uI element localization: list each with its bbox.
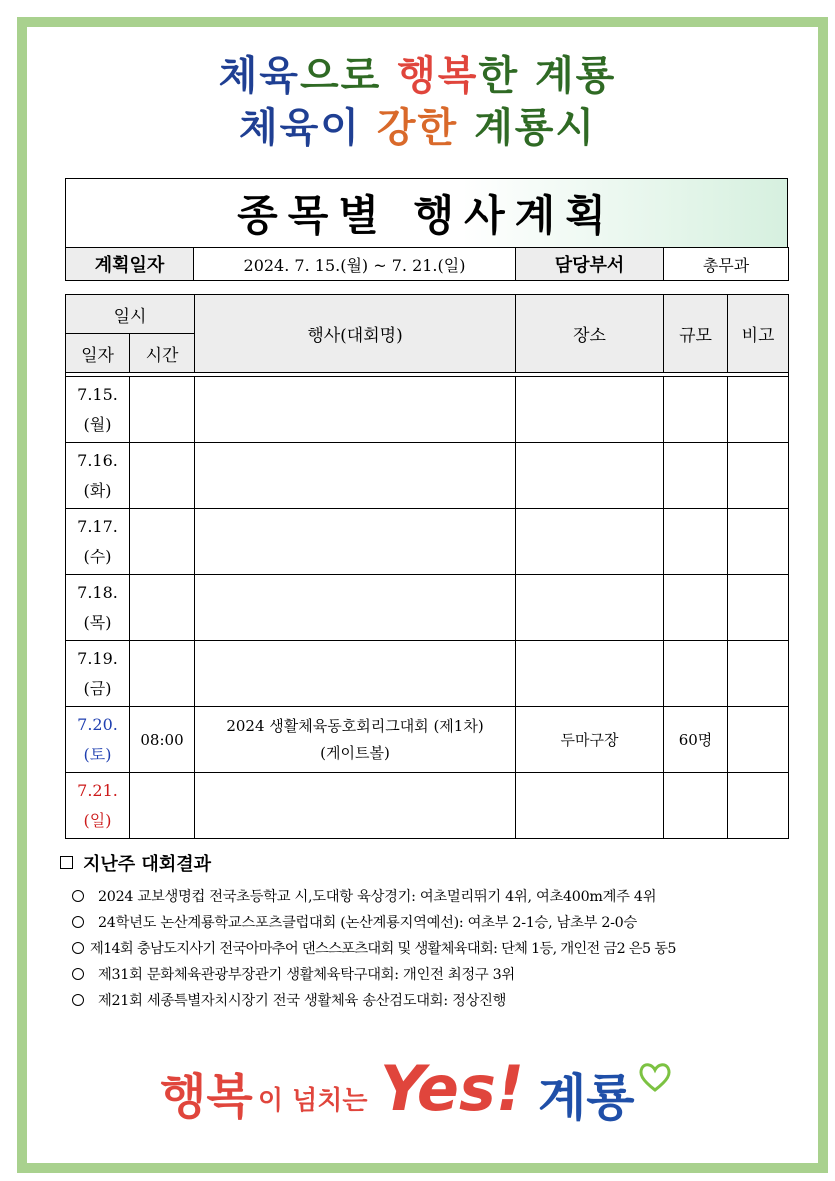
scale-cell — [664, 443, 728, 509]
header-event: 행사(대회명) — [195, 295, 516, 373]
table-row — [66, 443, 789, 509]
date-text: 7.21. — [77, 780, 118, 800]
place-cell — [516, 443, 664, 509]
last-week-results — [60, 850, 800, 1014]
event-line: (게이트볼) — [320, 743, 390, 762]
event-cell — [195, 509, 516, 575]
event-cell — [195, 641, 516, 707]
date-text: 7.19. — [77, 648, 118, 668]
event-cell — [195, 443, 516, 509]
logo-word: Yes! — [380, 1052, 525, 1125]
logo-word: 행복 — [160, 1069, 253, 1125]
dow-text: (수) — [83, 546, 112, 566]
date-cell-sunday — [66, 773, 130, 839]
circle-bullet-icon — [72, 890, 84, 902]
dept-value: 총무과 — [664, 248, 789, 281]
dow-text: (일) — [83, 810, 112, 830]
result-item — [60, 988, 800, 1014]
time-cell — [130, 773, 195, 839]
date-text: 7.20. — [77, 714, 118, 734]
page-title: 종목별 행사계획 — [237, 191, 616, 240]
slogan-word: 행복 — [397, 53, 479, 99]
header-place: 장소 — [516, 295, 664, 373]
table-row — [66, 509, 789, 575]
checkbox-square-icon — [60, 856, 73, 869]
date-cell — [66, 641, 130, 707]
scale-cell — [664, 773, 728, 839]
event-cell — [195, 377, 516, 443]
dow-text: (금) — [83, 678, 112, 698]
result-text: 제31회 문화체육관광부장관기 생활체육탁구대회: 개인전 최정구 3위 — [98, 967, 515, 983]
scale-cell — [664, 575, 728, 641]
date-text: 7.15. — [77, 384, 118, 404]
header-scale: 규모 — [664, 295, 728, 373]
results-heading — [60, 850, 800, 876]
info-table — [65, 247, 789, 281]
note-cell — [728, 443, 789, 509]
note-cell — [728, 509, 789, 575]
slogan-word: 으로 — [299, 53, 398, 99]
place-cell — [516, 575, 664, 641]
schedule-table — [65, 294, 789, 839]
slogan-word: 한 — [478, 53, 536, 99]
result-text: 2024 교보생명컵 전국초등학교 시,도대항 육상경기: 여초멀리뛰기 4위, 여초400m계주 4위 — [98, 889, 657, 905]
circle-bullet-icon — [72, 916, 84, 928]
dept-label: 담당부서 — [516, 248, 664, 281]
slogan-line-1 — [0, 44, 835, 101]
table-row — [66, 641, 789, 707]
plan-date-label: 계획일자 — [66, 248, 194, 281]
place-cell — [516, 773, 664, 839]
slogan-word: 체육 — [239, 105, 321, 151]
note-cell — [728, 773, 789, 839]
scale-cell — [664, 509, 728, 575]
circle-bullet-icon — [72, 968, 84, 980]
header-datetime: 일시 — [66, 295, 195, 334]
table-row — [66, 575, 789, 641]
slogan-word: 강한 — [376, 105, 475, 151]
scale-cell: 60명 — [664, 707, 728, 773]
plan-date-value: 2024. 7. 15.(월) ~ 7. 21.(일) — [194, 248, 516, 281]
header-date: 일자 — [66, 334, 130, 373]
date-cell — [66, 443, 130, 509]
slogan-word: 이 — [320, 105, 377, 151]
place-cell — [516, 641, 664, 707]
dow-text: (화) — [83, 480, 112, 500]
time-cell — [130, 509, 195, 575]
note-cell — [728, 377, 789, 443]
slogan-line-2 — [0, 96, 835, 153]
result-text: 제14회 충남도지사기 전국아마추어 댄스스포츠대회 및 생활체육대회: 단체 1등, 개인전 금2 은5 동5 — [90, 941, 676, 957]
place-cell — [516, 509, 664, 575]
note-cell — [728, 707, 789, 773]
result-item — [60, 910, 800, 936]
date-cell-saturday — [66, 707, 130, 773]
date-text: 7.18. — [77, 582, 118, 602]
event-cell — [195, 707, 516, 773]
results-heading-text: 지난주 대회결과 — [83, 854, 211, 875]
date-text: 7.16. — [77, 450, 118, 470]
title-box — [65, 178, 788, 248]
date-cell — [66, 377, 130, 443]
logo-word: 계룡 — [538, 1069, 635, 1127]
note-cell — [728, 641, 789, 707]
table-row — [66, 377, 789, 443]
circle-bullet-icon — [72, 994, 84, 1006]
result-item — [60, 936, 800, 962]
table-row — [66, 707, 789, 773]
event-line: 2024 생활체육동호회리그대회 (제1차) — [226, 716, 484, 735]
time-cell: 08:00 — [130, 707, 195, 773]
circle-bullet-icon — [72, 942, 84, 954]
dow-text: (토) — [83, 744, 112, 764]
header-time: 시간 — [130, 334, 195, 373]
note-cell — [728, 575, 789, 641]
scale-cell — [664, 641, 728, 707]
slogan-word: 계룡시 — [474, 105, 596, 151]
table-row — [66, 773, 789, 839]
heart-icon — [638, 1062, 672, 1092]
date-cell — [66, 509, 130, 575]
dow-text: (목) — [83, 612, 112, 632]
time-cell — [130, 641, 195, 707]
bottom-slogan-logo — [160, 1052, 680, 1138]
time-cell — [130, 575, 195, 641]
result-item — [60, 884, 800, 910]
event-cell — [195, 575, 516, 641]
date-text: 7.17. — [77, 516, 118, 536]
header-note: 비고 — [728, 295, 789, 373]
scale-cell — [664, 377, 728, 443]
place-cell — [516, 377, 664, 443]
place-cell: 두마구장 — [516, 707, 664, 773]
date-cell — [66, 575, 130, 641]
result-text: 24학년도 논산계룡학교스포츠클럽대회 (논산계룡지역예선): 여초부 2-1승, 남초부 2-0승 — [98, 915, 637, 931]
event-cell — [195, 773, 516, 839]
result-text: 제21회 세종특별자치시장기 전국 생활체육 송산검도대회: 정상진행 — [98, 993, 507, 1009]
result-item — [60, 962, 800, 988]
slogan-word: 계룡 — [535, 53, 617, 99]
time-cell — [130, 443, 195, 509]
slogan-word: 체육 — [218, 53, 300, 99]
dow-text: (월) — [83, 414, 112, 434]
time-cell — [130, 377, 195, 443]
logo-word: 이 넘치는 — [258, 1086, 368, 1116]
